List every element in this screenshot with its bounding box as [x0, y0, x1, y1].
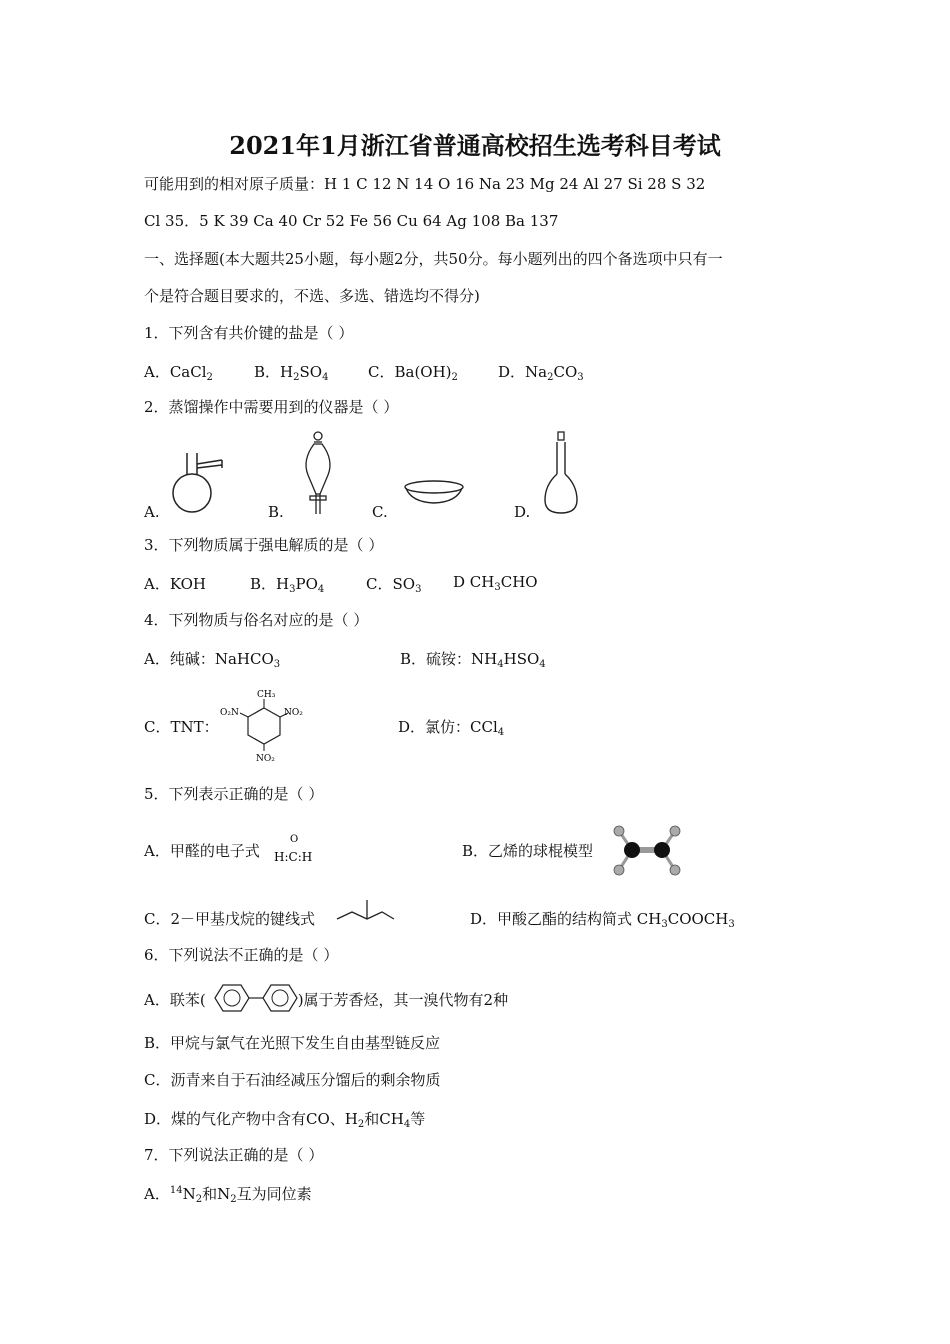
q1-option-a: A．CaCl$_2$ [144, 363, 213, 383]
biphenyl-structure-image [211, 982, 303, 1014]
q2-option-b: B. [268, 503, 284, 521]
atomic-masses-line1: 可能用到的相对原子质量：H 1 C 12 N 14 O 16 Na 23 Mg 24 Al 27 Si 28 S 32 [144, 175, 706, 193]
formaldehyde-formula-label: H:C:H [274, 850, 313, 864]
q1-option-b: B．$H_2SO_4$ [254, 363, 329, 383]
q6-stem: 6．下列说法不正确的是（ ） [144, 946, 339, 964]
tnt-no2-right-label: NO₂ [284, 708, 303, 718]
q7-stem: 7．下列说法正确的是（ ） [144, 1146, 324, 1164]
evaporating-dish-image [403, 478, 465, 508]
q5-option-b: B．乙烯的球棍模型 [462, 842, 594, 860]
q5-option-d: D．甲酸乙酯的结构简式 $CH_3COOCH_3$ [470, 910, 735, 930]
q4-stem: 4．下列物质与俗名对应的是（ ） [144, 611, 369, 629]
q1-option-d: D．$Na_2CO_3$ [498, 363, 584, 383]
q2-stem: 2．蒸馏操作中需要用到的仪器是（ ） [144, 398, 399, 416]
q5-stem: 5．下列表示正确的是（ ） [144, 785, 324, 803]
tnt-ch3-label: CH₃ [257, 690, 276, 700]
q3-stem: 3．下列物质属于强电解质的是（ ） [144, 536, 384, 554]
q3-option-c: C．$SO_3$ [366, 575, 422, 595]
page-title: 2021年1月浙江省普通高校招生选考科目考试 [229, 131, 721, 160]
separatory-funnel-image [298, 430, 338, 520]
q5-option-a: A．甲醛的电子式 [144, 842, 260, 860]
q6-option-b: B．甲烷与氯气在光照下发生自由基型链反应 [144, 1034, 441, 1052]
q6-option-a: A．联苯( )属于芳香烃，其一溴代物有2种 [144, 991, 509, 1009]
q3-option-d: D $CH_3CHO$ [453, 573, 538, 593]
q7-option-a: A．$^{14}N_2$和$N_2$互为同位素 [144, 1185, 312, 1205]
formaldehyde-o-label: O [290, 834, 299, 845]
q5-option-c: C．2－甲基戊烷的键线式 [144, 910, 316, 928]
atomic-masses-line2: Cl 35．5 K 39 Ca 40 Cr 52 Fe 56 Cu 64 Ag 108 Ba 137 [144, 212, 559, 230]
section-header-line1: 一、选择题(本大题共25小题，每小题2分，共50分。每小题列出的四个备选项中只有一 [144, 250, 723, 268]
section-header-line2: 个是符合题目要求的，不选、多选、错选均不得分) [144, 287, 480, 305]
ethylene-ball-stick-model [610, 822, 686, 878]
distillation-flask-image [170, 448, 230, 518]
q4-option-b: B．硫铵：$NH_4HSO_4$ [400, 650, 546, 670]
volumetric-flask-image [540, 430, 590, 520]
q4-option-c: C．TNT： [144, 718, 219, 736]
q2-option-d: D. [514, 503, 531, 521]
methylpentane-skeletal-formula [336, 898, 396, 924]
q1-option-c: C．$Ba(OH)_2$ [368, 363, 458, 383]
q2-option-a: A. [144, 503, 160, 521]
q6-option-d: D．煤的气化产物中含有CO、$H_2$和$CH_4$等 [144, 1110, 426, 1130]
q1-stem: 1．下列含有共价键的盐是（ ） [144, 324, 354, 342]
tnt-structure-image [218, 686, 310, 764]
q6-option-c: C．沥青来自于石油经减压分馏后的剩余物质 [144, 1071, 441, 1089]
tnt-no2-bottom-label: NO₂ [256, 754, 275, 764]
q4-option-a: A．纯碱：NaHCO$_3$ [144, 650, 281, 670]
q3-option-a: A．KOH [144, 575, 207, 593]
q3-option-b: B．$H_3PO_4$ [250, 575, 325, 595]
formaldehyde-electron-formula [272, 832, 322, 864]
q2-option-c: C. [372, 503, 388, 521]
tnt-no2-left-label: O₂N [220, 708, 239, 718]
q4-option-d: D．氯仿：CCl$_4$ [398, 718, 505, 738]
